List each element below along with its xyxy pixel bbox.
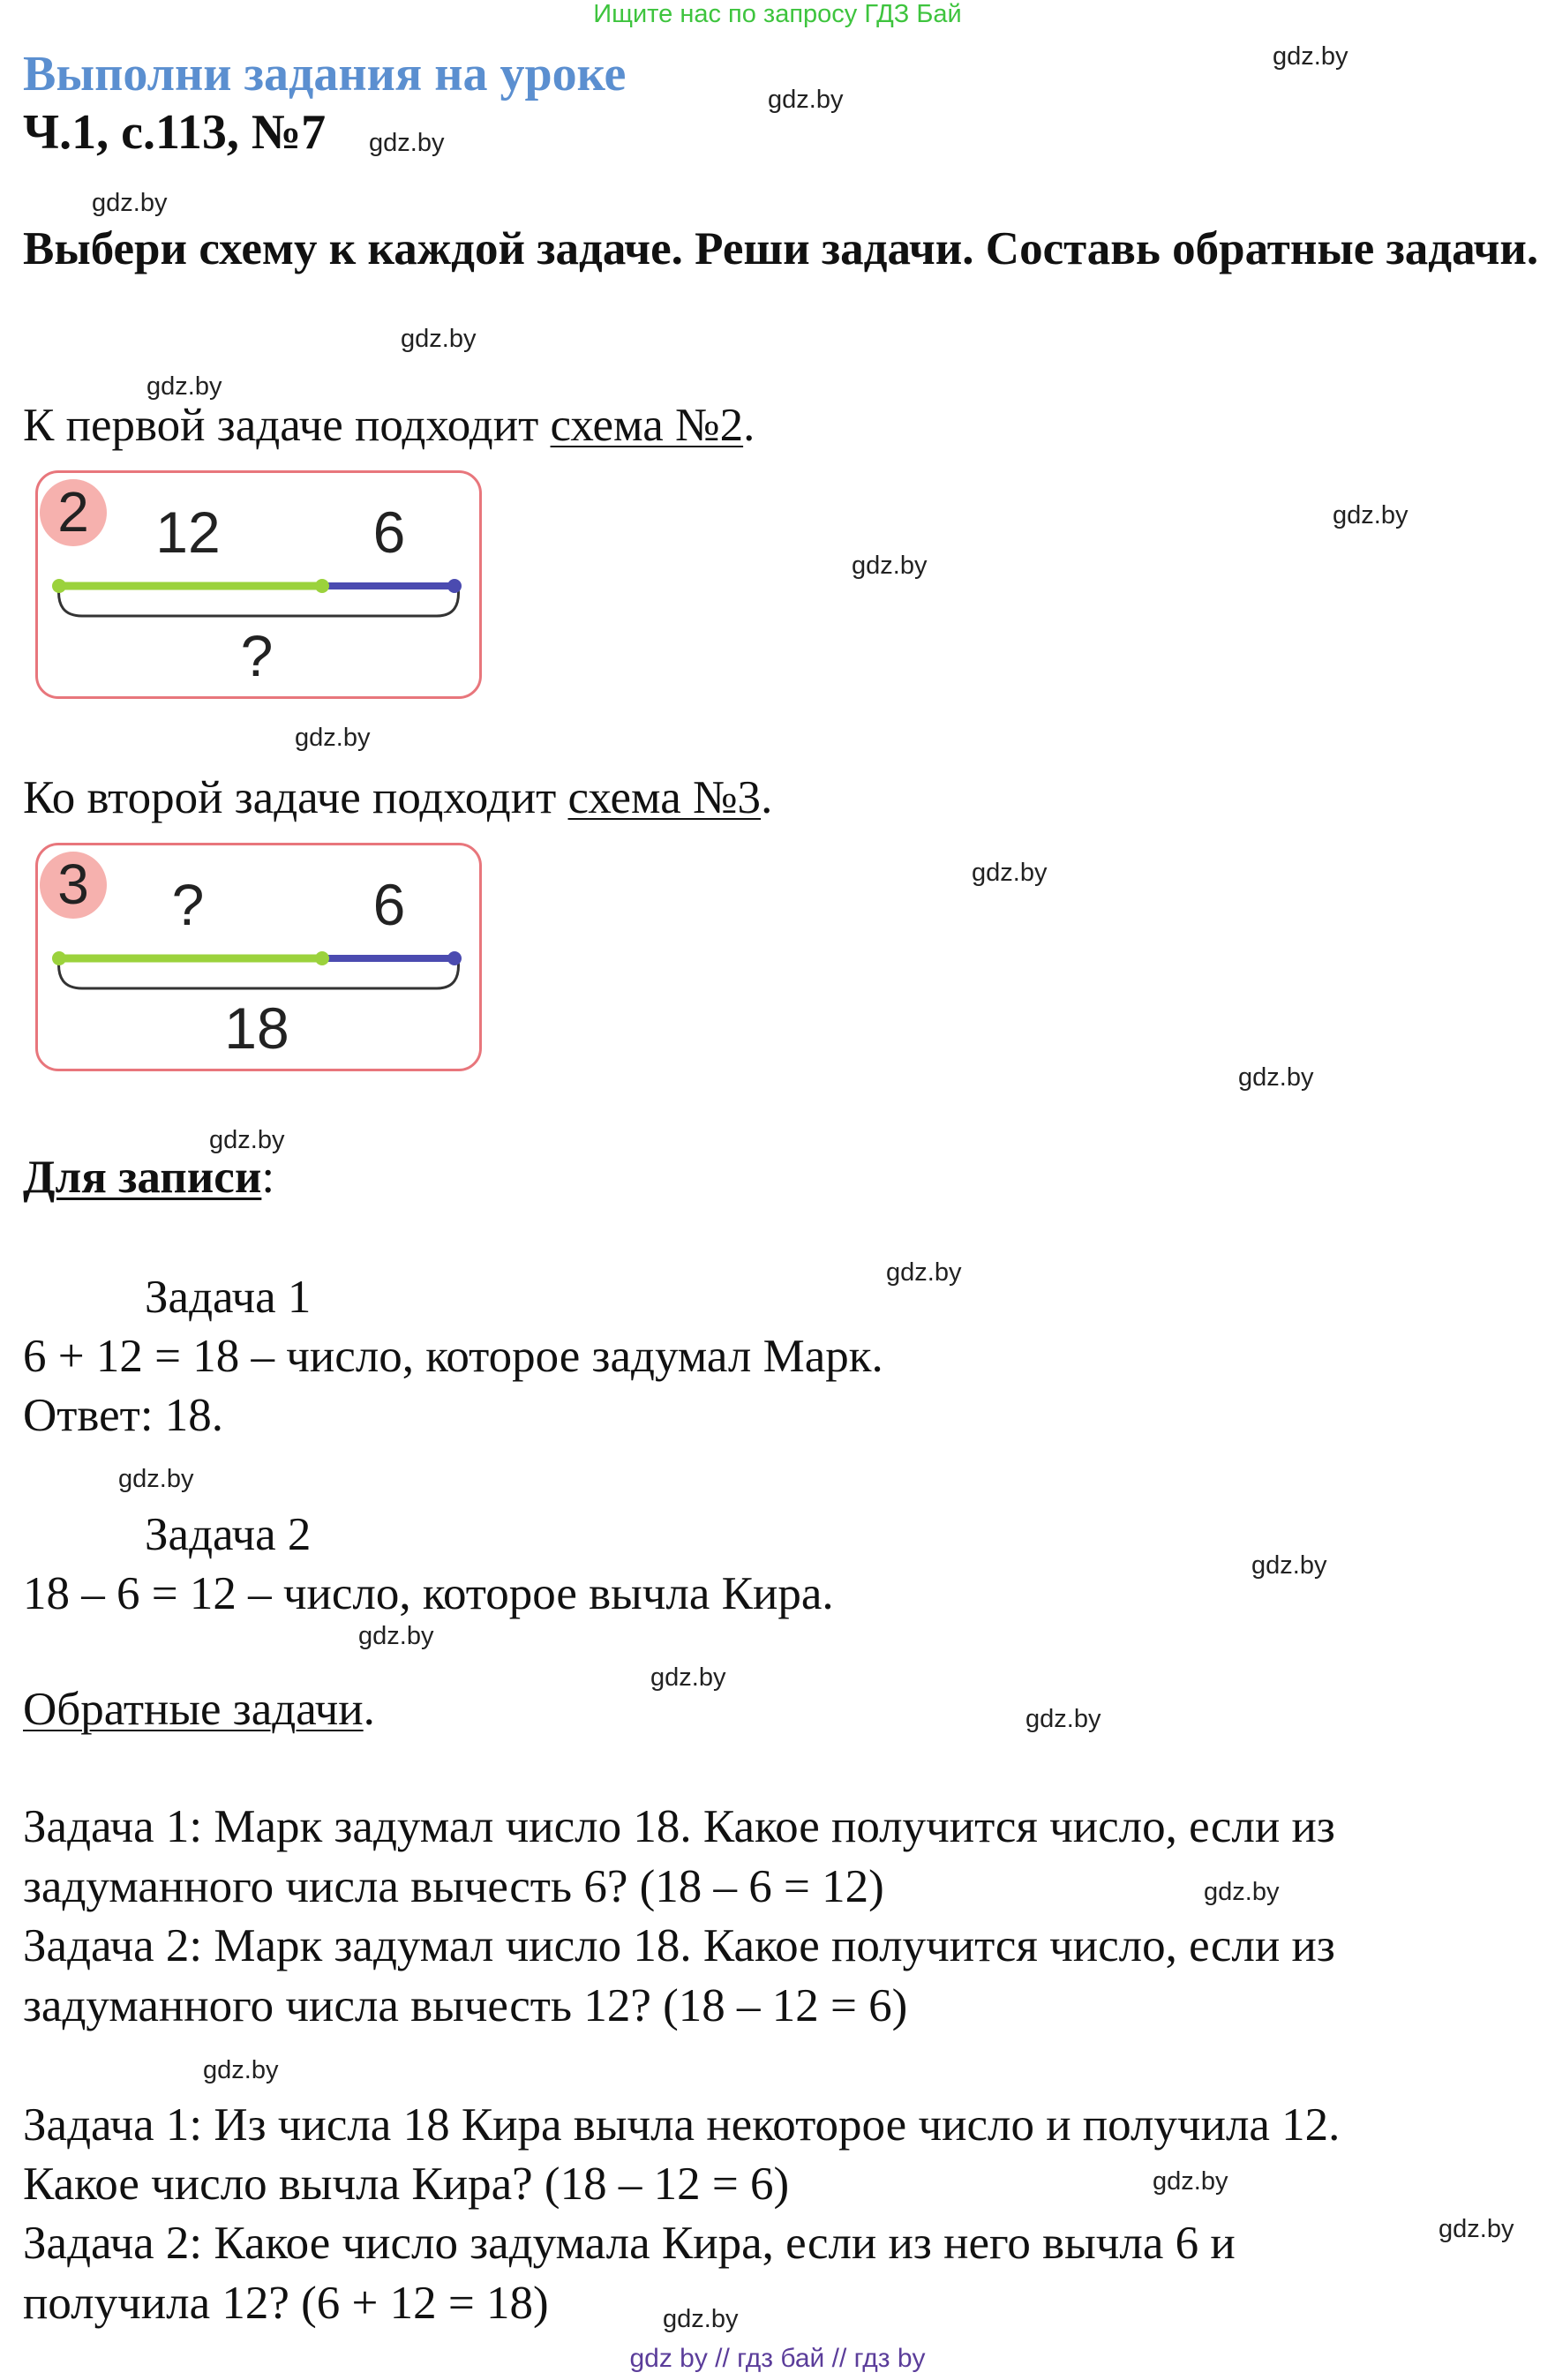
record-heading-suffix: : bbox=[261, 1152, 275, 1203]
section-title: Выполни задания на уроке bbox=[23, 47, 627, 101]
record-heading-text: Для записи bbox=[23, 1152, 262, 1203]
inverse-problem-line: Задача 1: Из числа 18 Кира вычла некоторое число и получила 12. bbox=[23, 2099, 1341, 2151]
inverse-problem-line: Задача 2: Марк задумал число 18. Какое получится число, если из bbox=[23, 1920, 1335, 1971]
inverse-problem-line: Какое число вычла Кира? (18 – 12 = 6) bbox=[23, 2159, 790, 2210]
watermark: gdz.by bbox=[358, 1622, 434, 1650]
footer-links[interactable]: gdz by // гдз бай // гдз by bbox=[629, 2344, 926, 2373]
segment-right-value: 6 bbox=[372, 872, 406, 937]
scheme-badge-number: 2 bbox=[57, 480, 89, 544]
watermark: gdz.by bbox=[663, 2305, 739, 2333]
watermark: gdz.by bbox=[1153, 2167, 1228, 2196]
scheme-3-card bbox=[35, 843, 482, 1071]
scheme-line-prefix: К первой задаче подходит bbox=[23, 400, 551, 451]
task-reference: Ч.1, с.113, №7 bbox=[23, 105, 327, 160]
task-2-title: Задача 2 bbox=[145, 1509, 312, 1560]
inverse-problem-line: задуманного числа вычесть 12? (18 – 12 = 6) bbox=[23, 1980, 908, 2031]
watermark: gdz.by bbox=[886, 1258, 962, 1287]
segment-end-dot bbox=[447, 579, 462, 593]
total-brace bbox=[59, 958, 459, 988]
watermark: gdz.by bbox=[146, 372, 222, 401]
watermark: gdz.by bbox=[972, 859, 1048, 887]
search-banner: Ищите нас по запросу ГДЗ Бай bbox=[593, 0, 962, 28]
watermark: gdz.by bbox=[92, 189, 168, 217]
scheme-2-card bbox=[35, 470, 482, 699]
watermark: gdz.by bbox=[401, 325, 477, 353]
total-brace bbox=[59, 586, 459, 616]
scheme-line-2 bbox=[23, 771, 772, 824]
inverse-heading bbox=[23, 1683, 375, 1736]
inverse-problem-line: Задача 1: Марк задумал число 18. Какое получится число, если из bbox=[23, 1801, 1335, 1852]
inverse-heading-text: Обратные задачи bbox=[23, 1684, 364, 1735]
task-instruction: Выбери схему к каждой задаче. Реши задачи. Составь обратные задачи. bbox=[23, 223, 1539, 274]
segment-left-value: 12 bbox=[155, 499, 221, 565]
scheme-link-2: схема №2 bbox=[550, 400, 744, 451]
segment-total-value: ? bbox=[240, 623, 274, 688]
watermark: gdz.by bbox=[1439, 2215, 1514, 2243]
segment-total-value: 18 bbox=[224, 995, 289, 1061]
watermark: gdz.by bbox=[1238, 1063, 1314, 1092]
watermark: gdz.by bbox=[203, 2056, 279, 2084]
scheme-line-suffix: . bbox=[761, 772, 773, 823]
segment-left-value: ? bbox=[171, 872, 205, 937]
watermark: gdz.by bbox=[650, 1663, 726, 1692]
watermark: gdz.by bbox=[1273, 42, 1348, 71]
watermark: gdz.by bbox=[209, 1126, 285, 1154]
watermark: gdz.by bbox=[1025, 1705, 1101, 1733]
task-1-solution: 6 + 12 = 18 – число, которое задумал Марк. bbox=[23, 1331, 883, 1382]
watermark: gdz.by bbox=[768, 86, 844, 114]
inverse-problem-line: получила 12? (6 + 12 = 18) bbox=[23, 2278, 549, 2329]
task-2-solution: 18 – 6 = 12 – число, которое вычла Кира. bbox=[23, 1568, 834, 1619]
segment-start-dot bbox=[52, 579, 66, 593]
segment-end-dot bbox=[447, 951, 462, 965]
task-1-title: Задача 1 bbox=[145, 1272, 312, 1323]
watermark: gdz.by bbox=[852, 552, 928, 580]
segment-mid-dot bbox=[315, 951, 329, 965]
record-heading bbox=[23, 1151, 274, 1204]
inverse-heading-suffix: . bbox=[363, 1684, 375, 1735]
scheme-link-3: схема №3 bbox=[567, 772, 762, 823]
segment-right-value: 6 bbox=[372, 499, 406, 565]
segment-start-dot bbox=[52, 951, 66, 965]
watermark: gdz.by bbox=[295, 724, 371, 752]
task-1-answer: Ответ: 18. bbox=[23, 1390, 224, 1441]
watermark: gdz.by bbox=[1251, 1551, 1327, 1580]
watermark: gdz.by bbox=[1204, 1878, 1280, 1906]
scheme-line-suffix: . bbox=[743, 400, 755, 451]
inverse-problem-line: задуманного числа вычесть 6? (18 – 6 = 12) bbox=[23, 1861, 884, 1912]
watermark: gdz.by bbox=[118, 1465, 194, 1493]
scheme-badge-number: 3 bbox=[57, 852, 89, 916]
watermark: gdz.by bbox=[1333, 501, 1409, 529]
scheme-3-diagram bbox=[38, 845, 485, 1074]
segment-mid-dot bbox=[315, 579, 329, 593]
scheme-line-prefix: Ко второй задаче подходит bbox=[23, 772, 568, 823]
scheme-line-1 bbox=[23, 399, 755, 452]
watermark: gdz.by bbox=[369, 129, 445, 157]
inverse-problem-line: Задача 2: Какое число задумала Кира, если из него вычла 6 и bbox=[23, 2218, 1236, 2269]
scheme-2-diagram bbox=[38, 473, 485, 702]
